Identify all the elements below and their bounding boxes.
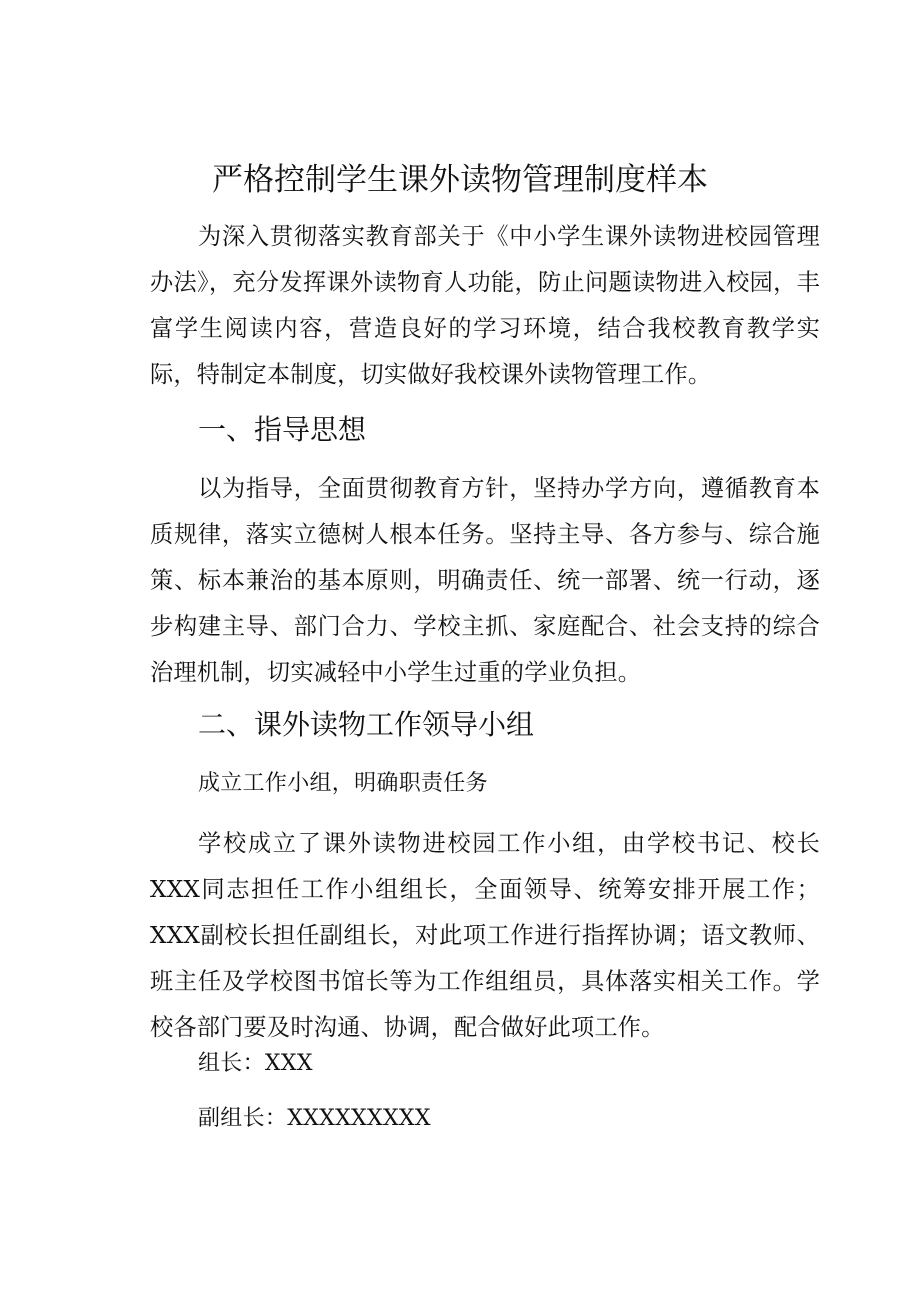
intro-paragraph: 为深入贯彻落实教育部关于《中小学生课外读物进校园管理办法》，充分发挥课外读物育人功能，防止问题读物进入校园，丰富学生阅读内容，营造良好的学习环境，结合我校教育教学实际，特制定本制度，切实做好我校课外读物管理工作。: [150, 223, 820, 388]
deputy-leader-line: 副组长：XXXXXXXXX: [198, 1106, 431, 1131]
section-heading-leadership-group: 二、课外读物工作领导小组: [198, 708, 535, 741]
leadership-paragraph: 学校成立了课外读物进校园工作小组，由学校书记、校长XXX同志担任工作小组组长，全面领导、统筹安排开展工作；XXX副校长担任副组长，对此项工作进行指挥协调；语文教师、班主任及学校图书馆长等为工作组组员，具体落实相关工作。学校各部门要及时沟通、协调，配合做好此项工作。: [150, 830, 820, 1041]
guiding-ideology-paragraph: 以为指导，全面贯彻教育方针，坚持办学方向，遵循教育本质规律，落实立德树人根本任务。坚持主导、各方参与、综合施策、标本兼治的基本原则，明确责任、统一部署、统一行动，逐步构建主导、部门合力、学校主抓、家庭配合、社会支持的综合治理机制，切实减轻中小学生过重的学业负担。: [150, 475, 820, 686]
group-leader-line: 组长：XXX: [198, 1051, 313, 1076]
document-title: 严格控制学生课外读物管理制度样本: [212, 162, 708, 198]
section-heading-guiding-ideology: 一、指导思想: [198, 413, 367, 446]
leadership-subtitle: 成立工作小组，明确职责任务: [198, 771, 488, 796]
